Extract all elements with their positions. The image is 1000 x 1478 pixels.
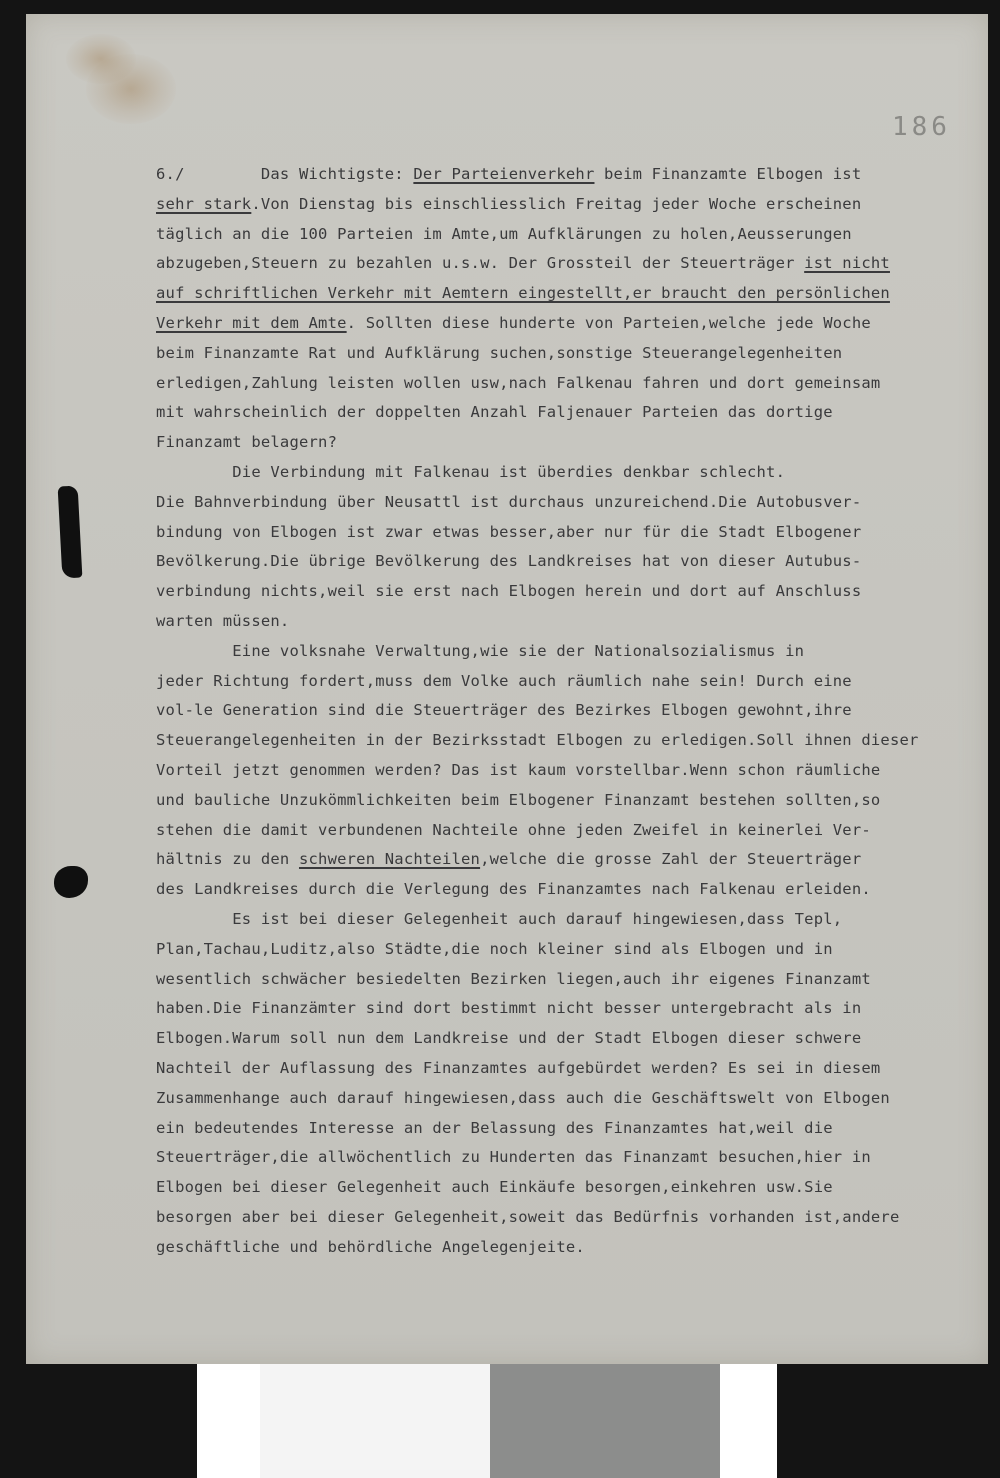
text-line xyxy=(156,518,986,548)
text-line xyxy=(156,458,986,488)
text-line xyxy=(156,249,986,279)
text-segment: Zusammenhange auch darauf hingewiesen,dass auch die Geschäftswelt von Elbogen xyxy=(156,1088,890,1107)
text-segment: .Von Dienstag bis einschliesslich Freitag jeder Woche erscheinen xyxy=(251,194,862,213)
text-line xyxy=(156,339,986,369)
text-segment: geschäftliche und behördliche Angelegenjeite. xyxy=(156,1237,585,1256)
scanner-calibration-gray-patch xyxy=(490,1364,720,1478)
text-segment: jeder Richtung fordert,muss dem Volke auch räumlich nahe sein! Durch eine xyxy=(156,671,852,690)
text-line xyxy=(156,577,986,607)
text-line xyxy=(156,637,986,667)
text-line xyxy=(156,547,986,577)
text-line xyxy=(156,1143,986,1173)
underlined-text: schweren Nachteilen xyxy=(298,850,481,869)
text-segment: hältnis zu den xyxy=(156,850,299,869)
text-line xyxy=(156,756,986,786)
text-segment: bindung von Elbogen ist zwar etwas besser,aber nur für die Stadt Elbogener xyxy=(156,522,862,541)
underlined-text: Verkehr mit dem Amte xyxy=(156,313,347,332)
text-line xyxy=(156,1233,986,1263)
text-line xyxy=(156,1114,986,1144)
underlined-text: auf schriftlichen Verkehr mit Aemtern eingestellt,er braucht den persönlichen xyxy=(156,284,890,303)
scanner-calibration-light-patch xyxy=(260,1364,490,1478)
text-segment: beim Finanzamte Rat und Aufklärung suchen,sonstige Steuerangelegenheiten xyxy=(156,343,843,362)
text-segment: verbindung nichts,weil sie erst nach Elbogen herein und dort auf Anschluss xyxy=(156,582,862,601)
text-segment: wesentlich schwächer besiedelten Bezirken liegen,auch ihr eigenes Finanzamt xyxy=(156,969,871,988)
text-segment: abzugeben,Steuern zu bezahlen u.s.w. Der Grossteil der Steuerträger xyxy=(156,254,805,273)
punch-hole xyxy=(58,486,83,579)
text-segment: ein bedeutendes Interesse an der Belassung des Finanzamtes hat,weil die xyxy=(156,1118,833,1137)
folio-number: 186 xyxy=(892,112,951,142)
text-segment: Steuerangelegenheiten in der Bezirksstadt Elbogen zu erledigen.Soll ihnen dieser xyxy=(156,731,919,750)
text-line xyxy=(156,816,986,846)
text-line xyxy=(156,965,986,995)
text-segment: besorgen aber bei dieser Gelegenheit,soweit das Bedürfnis vorhanden ist,andere xyxy=(156,1207,900,1226)
text-segment: haben.Die Finanzämter sind dort bestimmt nicht besser untergebracht als in xyxy=(156,999,862,1018)
text-segment: . Sollten diese hunderte von Parteien,welche jede Woche xyxy=(346,313,871,332)
text-line xyxy=(156,1173,986,1203)
text-segment: Die Verbindung mit Falkenau ist überdies denkbar schlecht. xyxy=(156,462,786,481)
text-line xyxy=(156,726,986,756)
text-line xyxy=(156,696,986,726)
text-segment: Bevölkerung.Die übrige Bevölkerung des Landkreises hat von dieser Autubus- xyxy=(156,552,862,571)
text-segment: Das Wichtigste: xyxy=(184,165,414,183)
text-segment: beim Finanzamte Elbogen ist xyxy=(594,165,862,183)
text-line xyxy=(156,994,986,1024)
text-segment: des Landkreises durch die Verlegung des Finanzamtes nach Falkenau erleiden. xyxy=(156,880,871,899)
underlined-text: ist nicht xyxy=(804,254,890,273)
text-line xyxy=(156,428,986,458)
text-segment: erledigen,Zahlung leisten wollen usw,nach Falkenau fahren und dort gemeinsam xyxy=(156,373,881,392)
punch-hole xyxy=(54,866,88,898)
rust-stain xyxy=(66,34,136,84)
text-segment: Elbogen bei dieser Gelegenheit auch Einkäufe besorgen,einkehren usw.Sie xyxy=(156,1178,833,1197)
text-segment: stehen die damit verbundenen Nachteile ohne jeden Zweifel in keinerlei Ver- xyxy=(156,820,871,839)
text-line xyxy=(156,1203,986,1233)
text-segment: und bauliche Unzukömmlichkeiten beim Elbogener Finanzamt bestehen sollten,so xyxy=(156,790,881,809)
text-line xyxy=(156,398,986,428)
paragraph-number: 6./ xyxy=(156,165,185,183)
text-segment: täglich an die 100 Parteien im Amte,um Aufklärungen zu holen,Aeusserungen xyxy=(156,224,852,243)
text-line xyxy=(156,369,986,399)
text-segment: Plan,Tachau,Luditz,also Städte,die noch kleiner sind als Elbogen und in xyxy=(156,939,833,958)
text-segment: Finanzamt belagern? xyxy=(156,433,338,452)
text-segment: Steuerträger,die allwöchentlich zu Hunderten das Finanzamt besuchen,hier in xyxy=(156,1148,871,1167)
text-line xyxy=(156,309,986,339)
text-segment: Vorteil jetzt genommen werden? Das ist kaum vorstellbar.Wenn schon räumliche xyxy=(156,760,881,779)
text-segment: mit wahrscheinlich der doppelten Anzahl Faljenauer Parteien das dortige xyxy=(156,403,833,422)
text-line xyxy=(156,667,986,697)
underlined-text: sehr stark xyxy=(156,194,252,213)
text-segment: Nachteil der Auflassung des Finanzamtes aufgebürdet werden? Es sei in diesem xyxy=(156,1058,881,1077)
text-segment: Eine volksnahe Verwaltung,wie sie der Nationalsozialismus in xyxy=(156,641,805,660)
text-segment: warten müssen. xyxy=(156,611,290,630)
text-line xyxy=(156,935,986,965)
text-line xyxy=(156,160,986,190)
text-line xyxy=(156,190,986,220)
text-segment: vol-le Generation sind die Steuerträger des Bezirkes Elbogen gewohnt,ihre xyxy=(156,701,852,720)
text-line xyxy=(156,607,986,637)
text-segment: Es ist bei dieser Gelegenheit auch darauf hingewiesen,dass Tepl, xyxy=(156,909,843,928)
text-line xyxy=(156,488,986,518)
text-line xyxy=(156,220,986,250)
text-line xyxy=(156,875,986,905)
text-line xyxy=(156,786,986,816)
text-line xyxy=(156,279,986,309)
text-line xyxy=(156,905,986,935)
text-line xyxy=(156,1054,986,1084)
typed-letter-body xyxy=(156,160,986,1262)
underlined-text: Der Parteienverkehr xyxy=(413,165,595,183)
text-segment: Elbogen.Warum soll nun dem Landkreise und der Stadt Elbogen dieser schwere xyxy=(156,1029,862,1048)
text-line xyxy=(156,845,986,875)
text-segment: ,welche die grosse Zahl der Steuerträger xyxy=(480,850,862,869)
text-segment: Die Bahnverbindung über Neusattl ist durchaus unzureichend.Die Autobusver- xyxy=(156,492,862,511)
text-line xyxy=(156,1024,986,1054)
text-line xyxy=(156,1084,986,1114)
